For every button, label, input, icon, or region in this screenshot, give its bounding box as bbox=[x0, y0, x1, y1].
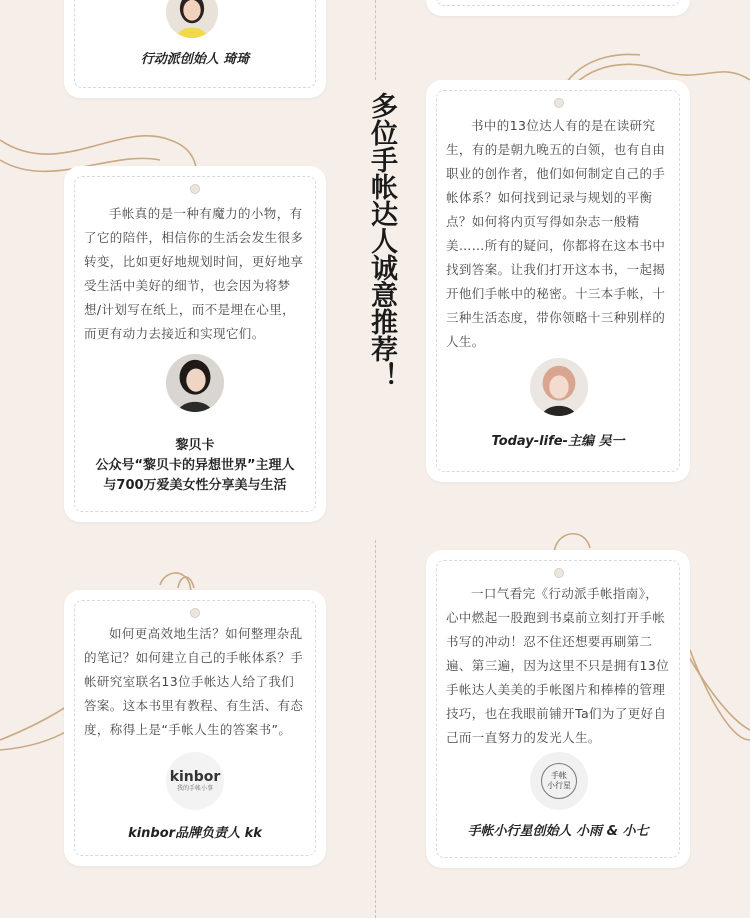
kinbor-logo-subtext: 我的手帐小事 bbox=[176, 785, 213, 792]
planet-logo-avatar bbox=[530, 752, 588, 810]
author-name: 黎贝卡 bbox=[175, 438, 215, 453]
center-divider-bottom bbox=[375, 540, 376, 918]
recommend-card-kinbor bbox=[64, 590, 326, 866]
author-block bbox=[64, 436, 326, 496]
recommendation-text: 如何更高效地生活？如何整理杂乱的笔记？如何建立自己的手帐体系？手帐研究室联名13位手帐达人给了我们答案。这本书里有教程、有生活、有态度，称得上是“手帐人生的答案书”。 bbox=[84, 626, 304, 737]
recommend-card-planet bbox=[426, 550, 690, 868]
woman-portrait-avatar bbox=[166, 354, 224, 412]
recommend-card-libeika bbox=[64, 166, 326, 522]
partial-card-top-right bbox=[426, 0, 690, 16]
author-name: 手帐小行星创始人 小雨 & 小七 bbox=[467, 824, 649, 839]
section-title: 多位手帐达人诚意推荐！ bbox=[366, 92, 397, 389]
recommend-card-wuyi bbox=[426, 80, 690, 482]
card-hole bbox=[190, 184, 200, 194]
recommendation-text: 手帐真的是一种有魔力的小物，有了它的陪伴，相信你的生活会发生很多转变，比如更好地规划时间，更好地享受生活中美好的细节，也会因为将梦想/计划写在纸上，而不是埋在心里，而更有动力去接近和实现它们。 bbox=[84, 206, 304, 341]
woman-pink-hair-avatar bbox=[530, 358, 588, 416]
recommendation-text: 书中的13位达人有的是在读研究生，有的是朝九晚五的白领，也有自由职业的创作者，他们如何制定自己的手帐体系？如何找到记录与规划的平衡点？如何将内页写得如杂志一般精美……所有的疑问，你都将在这本书中找到答案。让我们打开这本书，一起揭开他们手帐中的秘密。十三本手帐，十三种生活态度，带你领略十三种别样的人生。 bbox=[446, 118, 666, 349]
author-name: Today-life-主编 吴一 bbox=[491, 434, 625, 449]
kinbor-logo-text: kinbor bbox=[169, 769, 221, 785]
author-name: kinbor品牌负责人 kk bbox=[128, 826, 262, 841]
card-hole bbox=[190, 608, 200, 618]
card-hole bbox=[554, 568, 564, 578]
card-hole bbox=[554, 98, 564, 108]
recommendation-text: 一口气看完《行动派手帐指南》，心中燃起一股跑到书桌前立刻打开手帐书写的冲动！忍不住还想要再刷第二遍、第三遍，因为这里不只是拥有13位手帐达人美美的手帐图片和棒棒的管理技巧，也在我眼前铺开Ta们为了更好自己而一直努力的发光人生。 bbox=[446, 586, 670, 745]
kinbor-logo-avatar bbox=[166, 752, 224, 810]
planet-logo-text: 手帐 小行星 bbox=[541, 763, 577, 799]
center-divider-top bbox=[375, 0, 376, 80]
author-title: 公众号“黎贝卡的异想世界”主理人 bbox=[95, 458, 295, 473]
author-name: 行动派创始人 琦琦 bbox=[140, 52, 250, 67]
recommend-card-qiqi bbox=[64, 0, 326, 98]
author-description: 与700万爱美女性分享美与生活 bbox=[103, 478, 287, 493]
